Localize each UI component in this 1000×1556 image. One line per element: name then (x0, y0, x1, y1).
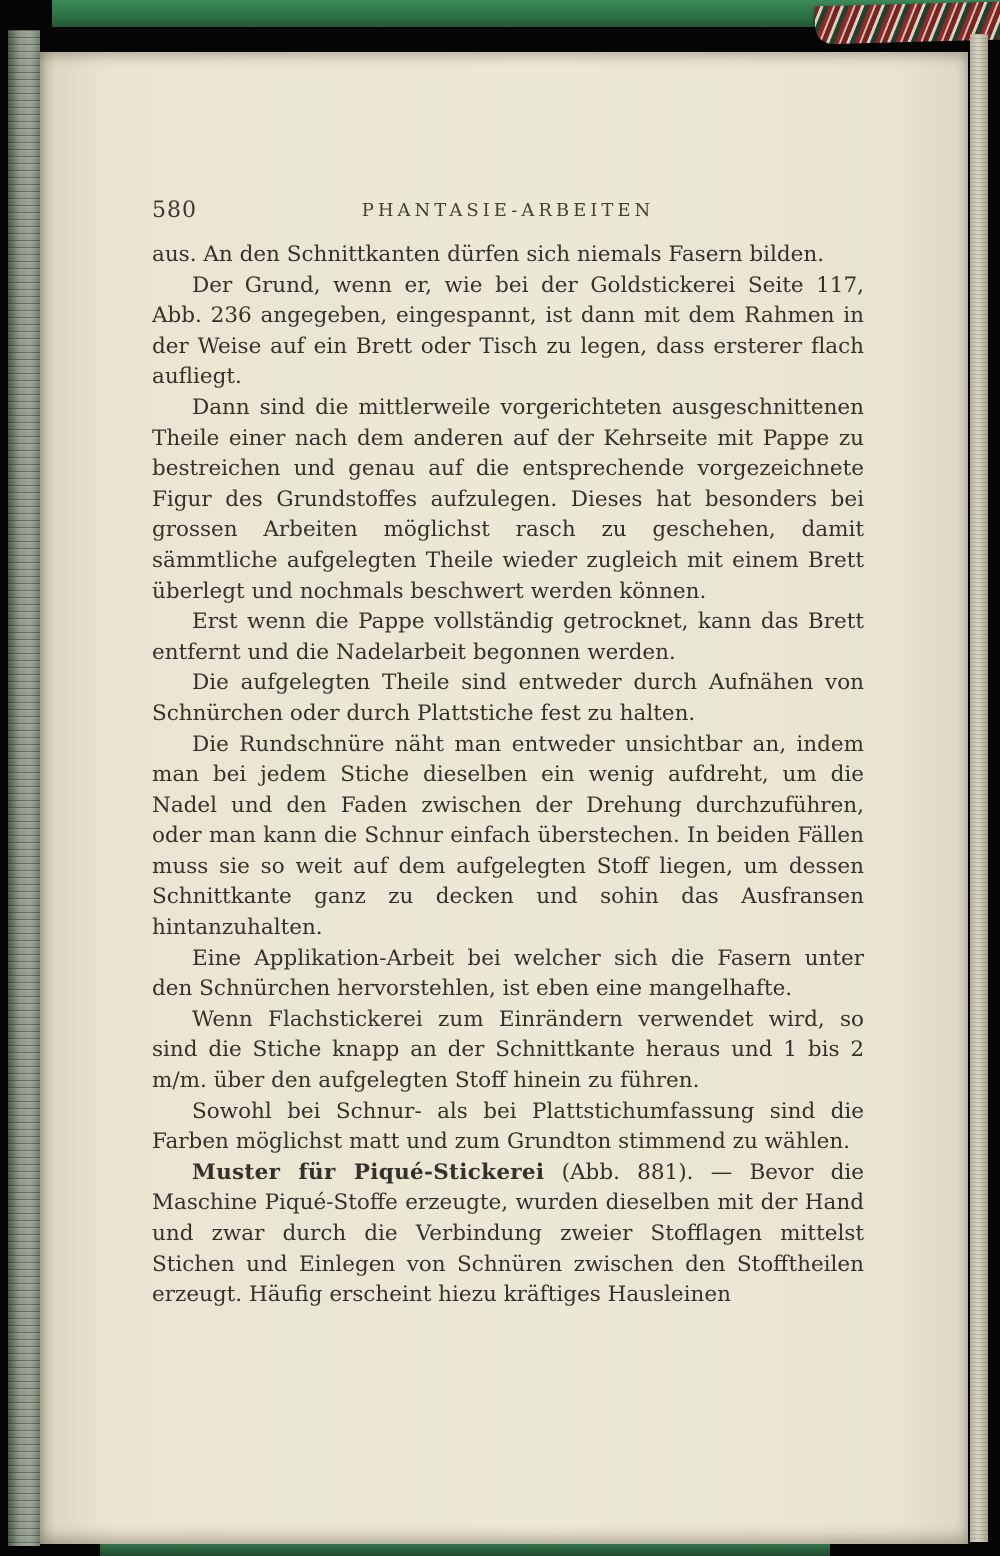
paragraph-bold-rest: (Abb. 881). — Bevor die Maschine Piqué-Stoffe erzeugte, wurden dieselben mit der Hand und zwar durch die Verbindung zweier Stofflagen mittelst Stichen und Einlegen von Schnüren zwischen den Stofftheilen erzeugt. Häufig erscheint hiezu kräftiges Hausleinen (152, 1159, 864, 1308)
paragraph: Die aufgelegten Theile sind entweder durch Aufnähen von Schnürchen oder durch Plattstiche fest zu halten. (152, 670, 864, 726)
page-number: 580 (152, 198, 197, 223)
book-page (40, 52, 968, 1544)
paragraph: Dann sind die mittlerweile vorgerichteten ausgeschnittenen Theile einer nach dem anderen auf der Kehrseite mit Pappe zu bestreichen und genau auf die entsprechende vorgezeichnete Figur des Grundstoffes aufzulegen. Dieses hat besonders bei grossen Arbeiten möglichst rasch zu geschehen, damit sämmtliche aufgelegten Theile wieder zugleich mit einem Brett überlegt und nochmals beschwert werden können. (152, 394, 864, 604)
page-content-area (152, 194, 864, 1311)
paragraph-with-bold-lead (152, 1158, 864, 1311)
paragraph: Wenn Flachstickerei zum Einrändern verwendet wird, so sind die Stiche knapp an der Schnittkante heraus und 1 bis 2 m/m. über den aufgelegten Stoff hinein zu führen. (152, 1006, 864, 1094)
paragraph: Der Grund, wenn er, wie bei der Goldstickerei Seite 117, Abb. 236 angegeben, eingespannt, ist dann mit dem Rahmen in der Weise auf ein Brett oder Tisch zu legen, dass ersterer flach aufliegt. (152, 272, 864, 390)
page-body (152, 240, 864, 1311)
page-edges-right (970, 34, 988, 1542)
paragraph-bold-lead: Muster für Piqué-Stickerei (192, 1159, 545, 1185)
book-bottom-cover-edge (100, 1544, 830, 1556)
running-title: PHANTASIE-ARBEITEN (361, 200, 655, 221)
paragraph: Erst wenn die Pappe vollständig getrocknet, kann das Brett entfernt und die Nadelarbeit begonnen werden. (152, 609, 864, 665)
paragraph: Sowohl bei Schnur- als bei Plattstichumfassung sind die Farben möglichst matt und zum Grundton stimmend zu wählen. (152, 1098, 864, 1155)
paragraph: Die Rundschnüre näht man entweder unsichtbar an, indem man bei jedem Stiche dieselben ein wenig aufdreht, um die Nadel und den Faden zwischen der Drehung durchzuführen, oder man kann die Schnur einfach überstechen. In beiden Fällen muss sie so weit auf dem aufgelegten Stoff liegen, um dessen Schnittkante ganz zu decken und sohin das Ausfransen hintanzuhalten. (152, 731, 864, 941)
paragraph: Eine Applikation-Arbeit bei welcher sich die Fasern unter den Schnürchen hervorstehlen, ist eben eine mangelhafte. (152, 945, 864, 1002)
page-header (152, 194, 864, 228)
page-edges-left (8, 30, 40, 1546)
paragraph: aus. An den Schnittkanten dürfen sich niemals Fasern bilden. (152, 242, 825, 267)
